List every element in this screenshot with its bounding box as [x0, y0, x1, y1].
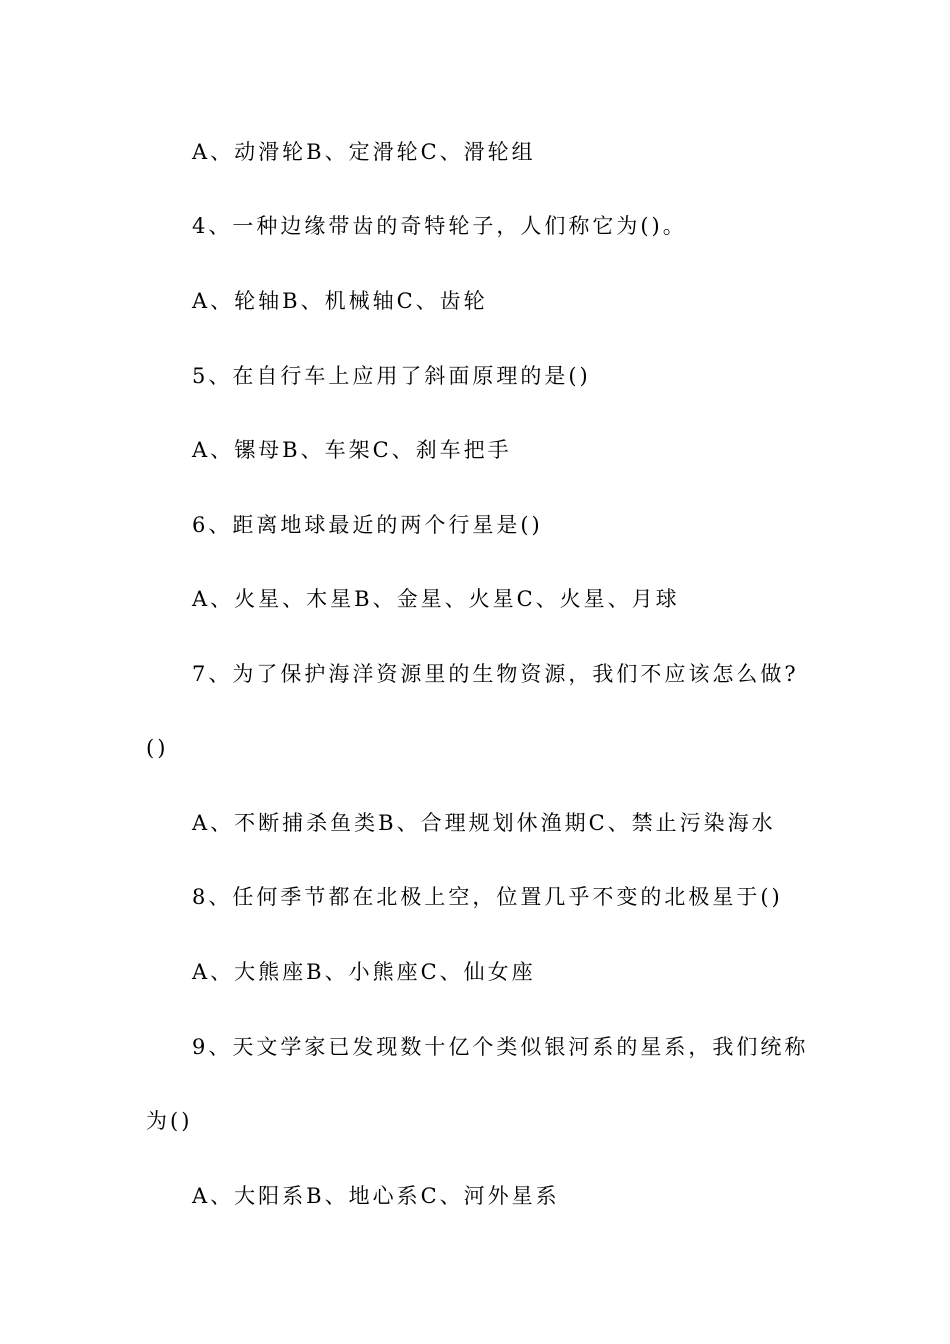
question-9: 9、天文学家已发现数十亿个类似银河系的星系，我们统称 [192, 1035, 809, 1059]
question-7: 7、为了保护海洋资源里的生物资源，我们不应该怎么做? [192, 662, 799, 686]
option-line-q8: A、大熊座B、小熊座C、仙女座 [192, 960, 536, 984]
option-line-q9: A、大阳系B、地心系C、河外星系 [192, 1184, 560, 1208]
question-8: 8、任何季节都在北极上空，位置几乎不变的北极星于() [192, 885, 783, 909]
question-9-continuation: 为() [146, 1109, 193, 1133]
option-line-q7: A、不断捕杀鱼类B、合理规划休渔期C、禁止污染海水 [192, 811, 776, 835]
question-4: 4、一种边缘带齿的奇特轮子，人们称它为()。 [192, 214, 687, 238]
question-7-continuation: () [146, 736, 169, 760]
option-line-q3: A、动滑轮B、定滑轮C、滑轮组 [192, 140, 536, 164]
option-line-q6: A、火星、木星B、金星、火星C、火星、月球 [192, 587, 680, 611]
question-5: 5、在自行车上应用了斜面原理的是() [192, 364, 591, 388]
option-line-q5: A、镙母B、车架C、刹车把手 [192, 438, 512, 462]
question-6: 6、距离地球最近的两个行星是() [192, 513, 543, 537]
option-line-q4: A、轮轴B、机械轴C、齿轮 [192, 289, 488, 313]
